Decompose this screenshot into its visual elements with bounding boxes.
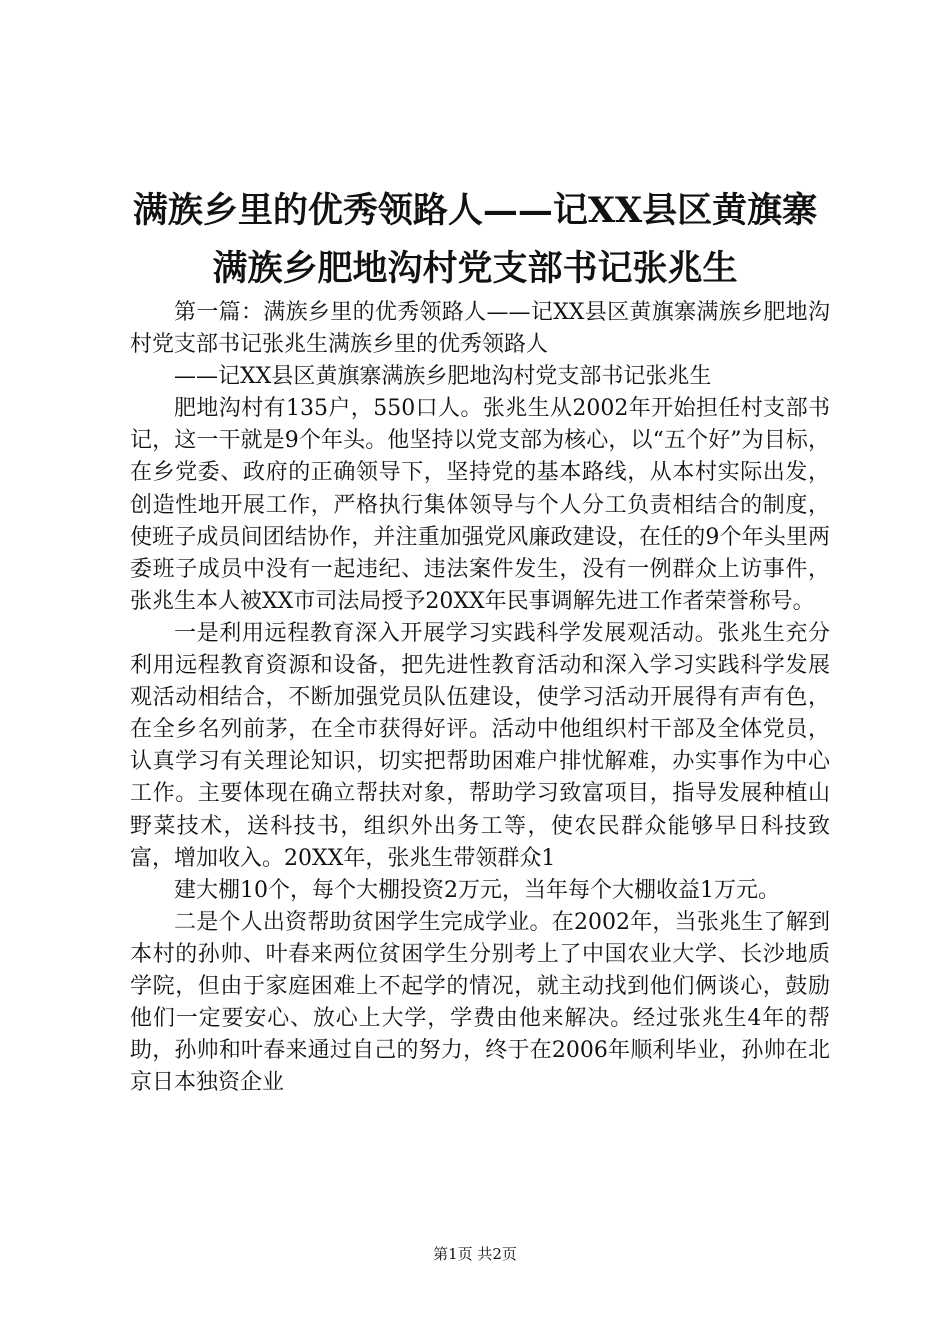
paragraph: 二是个人出资帮助贫困学生完成学业。在2002年，当张兆生了解到本村的孙帅、叶春来两位贫困学生分别考上了中国农业大学、长沙地质学院，但由于家庭困难上不起学的情况，就主动找到他们俩谈心，鼓励他们一定要安心、放心上大学，学费由他来解决。经过张兆生4年的帮助，孙帅和叶春来通过自己的努力，终于在2006年顺利毕业，孙帅在北京日本独资企业 <box>130 909 830 1096</box>
page-number-footer: 第1页 共2页 <box>433 1245 517 1263</box>
paragraph: 一是利用远程教育深入开展学习实践科学发展观活动。张兆生充分利用远程教育资源和设备，把先进性教育活动和深入学习实践科学发展观活动相结合，不断加强党员队伍建设，使学习活动开展得有声有色，在全乡名列前茅，在全市获得好评。活动中他组织村干部及全体党员，认真学习有关理论知识，切实把帮助困难户排忧解难，办实事作为中心工作。主要体现在确立帮扶对象，帮助学习致富项目，指导发展种植山野菜技术，送科技书，组织外出务工等，使农民群众能够早日科技致富，增加收入。20XX年，张兆生带领群众1 <box>130 620 830 871</box>
document-title-line-2: 满族乡肥地沟村党支部书记张兆生 <box>212 248 738 289</box>
document-body <box>130 297 830 1099</box>
document-title-line-1: 满族乡里的优秀领路人——记XX县区黄旗寨 <box>132 190 818 231</box>
paragraph: ——记XX县区黄旗寨满族乡肥地沟村党支部书记张兆生 <box>174 364 712 390</box>
paragraph: 第一篇：满族乡里的优秀领路人——记XX县区黄旗寨满族乡肥地沟村党支部书记张兆生满族乡里的优秀领路人 <box>130 300 830 358</box>
paragraph: 肥地沟村有135户，550口人。张兆生从2002年开始担任村支部书记，这一干就是9个年头。他坚持以党支部为核心，以“五个好”为目标，在乡党委、政府的正确领导下，坚持党的基本路线，从本村实际出发，创造性地开展工作，严格执行集体领导与个人分工负责相结合的制度，使班子成员间团结协作，并注重加强党风廉政建设，在任的9个年头里两委班子成员中没有一起违纪、违法案件发生，没有一例群众上访事件，张兆生本人被XX市司法局授予20XX年民事调解先进工作者荣誉称号。 <box>130 396 830 614</box>
paragraph: 建大棚10个，每个大棚投资2万元，当年每个大棚收益1万元。 <box>174 877 780 903</box>
